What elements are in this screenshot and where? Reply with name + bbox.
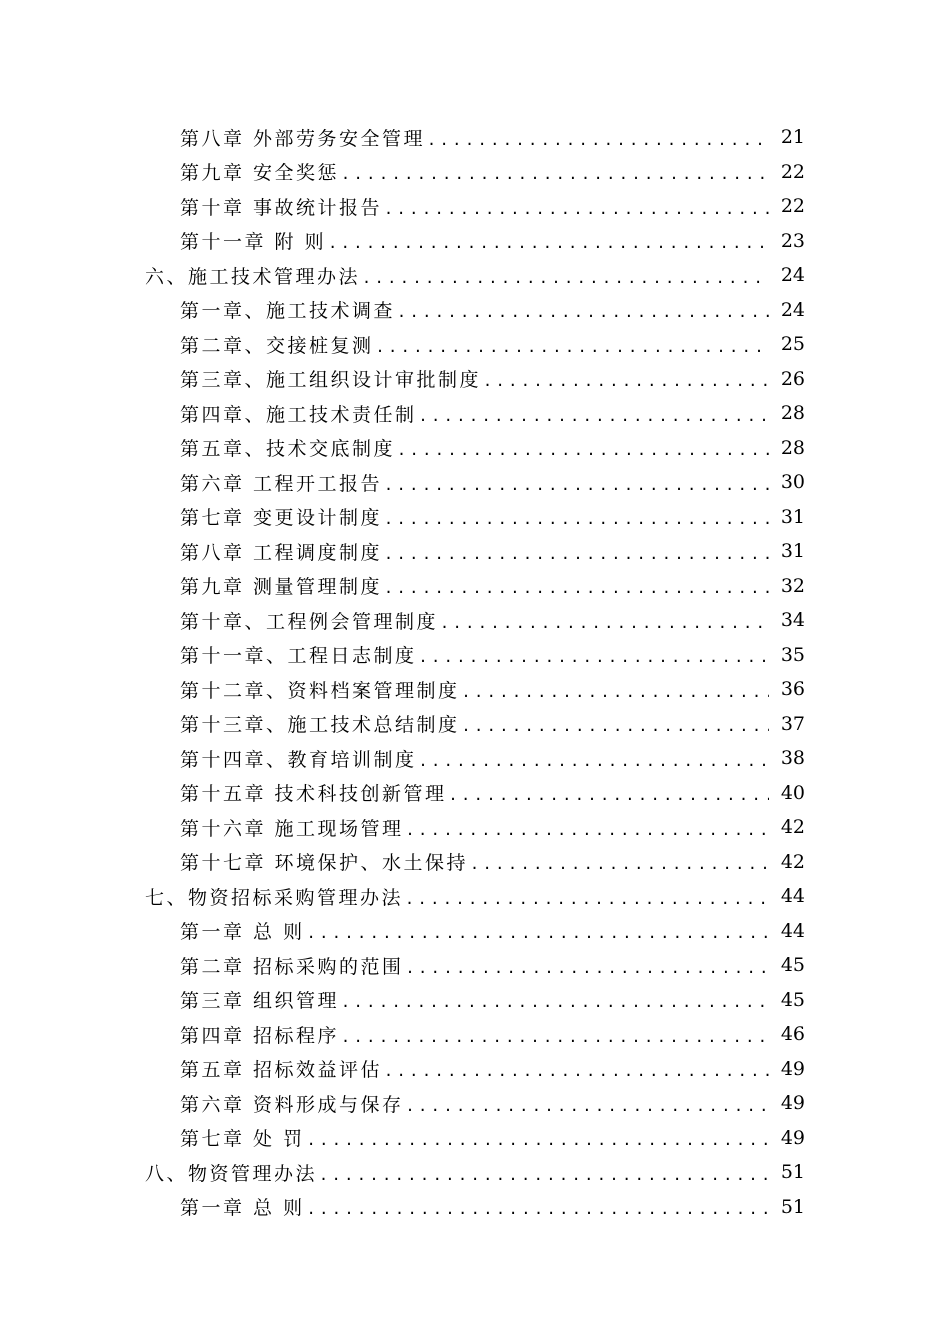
toc-page-number: 31 <box>780 540 805 563</box>
toc-entry-title: 第二章、交接桩复测 <box>180 334 374 357</box>
toc-entry-title: 第一章、施工技术调查 <box>180 300 396 323</box>
toc-dot-leader <box>341 995 769 1010</box>
toc-chapter-entry[interactable] <box>0 776 950 811</box>
toc-dot-leader <box>341 167 769 182</box>
toc-page-number: 26 <box>780 367 805 390</box>
toc-chapter-entry[interactable] <box>0 534 950 569</box>
toc-chapter-entry[interactable] <box>0 569 950 604</box>
toc-dot-leader <box>483 374 769 389</box>
toc-chapter-entry[interactable] <box>0 638 950 673</box>
toc-page-number: 42 <box>780 850 805 873</box>
toc-entry-title: 八、物资管理办法 <box>145 1162 318 1185</box>
toc-entry-title: 第九章 测量管理制度 <box>180 576 383 599</box>
toc-dot-leader <box>462 685 769 700</box>
toc-page-number: 23 <box>780 229 805 252</box>
toc-chapter-entry[interactable] <box>0 362 950 397</box>
toc-page-number: 49 <box>780 1126 805 1149</box>
toc-entry-title: 第七章 变更设计制度 <box>180 507 383 530</box>
toc-entry-title: 第十四章、教育培训制度 <box>180 748 417 771</box>
toc-page-number: 44 <box>780 919 805 942</box>
toc-chapter-entry[interactable] <box>0 914 950 949</box>
toc-dot-leader <box>384 547 769 562</box>
toc-page-number: 22 <box>780 195 805 218</box>
toc-dot-leader <box>319 1168 769 1183</box>
toc-entry-title: 第十一章、工程日志制度 <box>180 645 417 668</box>
toc-dot-leader <box>419 409 769 424</box>
toc-page-number: 21 <box>780 126 805 149</box>
toc-entry-title: 六、施工技术管理办法 <box>145 265 361 288</box>
toc-chapter-entry[interactable] <box>0 155 950 190</box>
toc-chapter-entry[interactable] <box>0 431 950 466</box>
toc-page-number: 31 <box>780 505 805 528</box>
toc-dot-leader <box>470 857 769 872</box>
toc-entry-title: 第八章 工程调度制度 <box>180 541 383 564</box>
toc-dot-leader <box>307 1202 769 1217</box>
toc-page-number: 28 <box>780 436 805 459</box>
toc-page-number: 51 <box>780 1161 805 1184</box>
toc-dot-leader <box>384 1064 769 1079</box>
toc-page-number: 46 <box>780 1023 805 1046</box>
toc-entry-title: 第十六章 施工现场管理 <box>180 817 404 840</box>
toc-entry-title: 第五章 招标效益评估 <box>180 1059 383 1082</box>
toc-entry-title: 第六章 资料形成与保存 <box>180 1093 404 1116</box>
toc-entry-title: 第三章 组织管理 <box>180 990 340 1013</box>
toc-chapter-entry[interactable] <box>0 327 950 362</box>
toc-dot-leader <box>307 926 769 941</box>
toc-page-number: 40 <box>780 781 805 804</box>
toc-chapter-entry[interactable] <box>0 465 950 500</box>
toc-chapter-entry[interactable] <box>0 845 950 880</box>
toc-dot-leader <box>384 478 769 493</box>
table-of-contents <box>0 120 950 1224</box>
toc-chapter-entry[interactable] <box>0 1121 950 1156</box>
toc-dot-leader <box>406 823 769 838</box>
toc-entry-title: 第一章 总 则 <box>180 921 305 944</box>
toc-dot-leader <box>362 271 769 286</box>
toc-page-number: 24 <box>780 264 805 287</box>
toc-chapter-entry[interactable] <box>0 707 950 742</box>
toc-chapter-entry[interactable] <box>0 293 950 328</box>
toc-dot-leader <box>440 616 769 631</box>
toc-page-number: 51 <box>780 1195 805 1218</box>
toc-page-number: 42 <box>780 816 805 839</box>
toc-dot-leader <box>328 236 769 251</box>
toc-dot-leader <box>405 892 769 907</box>
toc-dot-leader <box>419 754 769 769</box>
toc-chapter-entry[interactable] <box>0 983 950 1018</box>
toc-page-number: 22 <box>780 160 805 183</box>
toc-chapter-entry[interactable] <box>0 500 950 535</box>
toc-page-number: 28 <box>780 402 805 425</box>
toc-chapter-entry[interactable] <box>0 603 950 638</box>
toc-dot-leader <box>307 1133 769 1148</box>
toc-entry-title: 第十七章 环境保护、水土保持 <box>180 852 469 875</box>
toc-entry-title: 第十一章 附 则 <box>180 231 327 254</box>
toc-entry-title: 第一章 总 则 <box>180 1197 305 1220</box>
toc-page-number: 35 <box>780 643 805 666</box>
toc-page-number: 37 <box>780 712 805 735</box>
toc-entry-title: 第四章、施工技术责任制 <box>180 403 417 426</box>
toc-entry-title: 第十二章、资料档案管理制度 <box>180 679 460 702</box>
toc-chapter-entry[interactable] <box>0 1052 950 1087</box>
toc-dot-leader <box>397 443 769 458</box>
toc-chapter-entry[interactable] <box>0 1086 950 1121</box>
toc-page-number: 36 <box>780 678 805 701</box>
toc-section-entry[interactable] <box>0 1155 950 1190</box>
toc-entry-title: 第十章、工程例会管理制度 <box>180 610 439 633</box>
toc-entry-title: 第二章 招标采购的范围 <box>180 955 404 978</box>
toc-entry-title: 第十三章、施工技术总结制度 <box>180 714 460 737</box>
toc-entry-title: 第七章 处 罚 <box>180 1128 305 1151</box>
toc-entry-title: 第十五章 技术科技创新管理 <box>180 783 447 806</box>
toc-entry-title: 第三章、施工组织设计审批制度 <box>180 369 482 392</box>
toc-chapter-entry[interactable] <box>0 1190 950 1225</box>
toc-page-number: 24 <box>780 298 805 321</box>
toc-chapter-entry[interactable] <box>0 741 950 776</box>
toc-page-number: 32 <box>780 574 805 597</box>
toc-page-number: 38 <box>780 747 805 770</box>
toc-dot-leader <box>462 719 769 734</box>
toc-page-number: 30 <box>780 471 805 494</box>
toc-dot-leader <box>406 1099 769 1114</box>
toc-chapter-entry[interactable] <box>0 396 950 431</box>
toc-chapter-entry[interactable] <box>0 948 950 983</box>
toc-chapter-entry[interactable] <box>0 189 950 224</box>
toc-dot-leader <box>406 961 769 976</box>
toc-dot-leader <box>384 581 769 596</box>
toc-entry-title: 第十章 事故统计报告 <box>180 196 383 219</box>
toc-entry-title: 第九章 安全奖惩 <box>180 162 340 185</box>
toc-chapter-entry[interactable] <box>0 810 950 845</box>
toc-dot-leader <box>427 133 769 148</box>
toc-entry-title: 第五章、技术交底制度 <box>180 438 396 461</box>
toc-page-number: 44 <box>780 885 805 908</box>
toc-section-entry[interactable] <box>0 258 950 293</box>
toc-entry-title: 第六章 工程开工报告 <box>180 472 383 495</box>
toc-page-number: 25 <box>780 333 805 356</box>
toc-entry-title: 第四章 招标程序 <box>180 1024 340 1047</box>
toc-page-number: 49 <box>780 1092 805 1115</box>
toc-dot-leader <box>419 650 769 665</box>
toc-section-entry[interactable] <box>0 879 950 914</box>
toc-page-number: 34 <box>780 609 805 632</box>
toc-entry-title: 第八章 外部劳务安全管理 <box>180 127 426 150</box>
toc-dot-leader <box>384 202 769 217</box>
toc-chapter-entry[interactable] <box>0 120 950 155</box>
toc-dot-leader <box>341 1030 769 1045</box>
toc-page-number: 45 <box>780 988 805 1011</box>
toc-entry-title: 七、物资招标采购管理办法 <box>145 886 404 909</box>
toc-dot-leader <box>376 340 769 355</box>
toc-chapter-entry[interactable] <box>0 672 950 707</box>
toc-dot-leader <box>397 305 769 320</box>
toc-dot-leader <box>449 788 769 803</box>
toc-page-number: 49 <box>780 1057 805 1080</box>
toc-chapter-entry[interactable] <box>0 1017 950 1052</box>
toc-page-number: 45 <box>780 954 805 977</box>
toc-dot-leader <box>384 512 769 527</box>
toc-chapter-entry[interactable] <box>0 224 950 259</box>
